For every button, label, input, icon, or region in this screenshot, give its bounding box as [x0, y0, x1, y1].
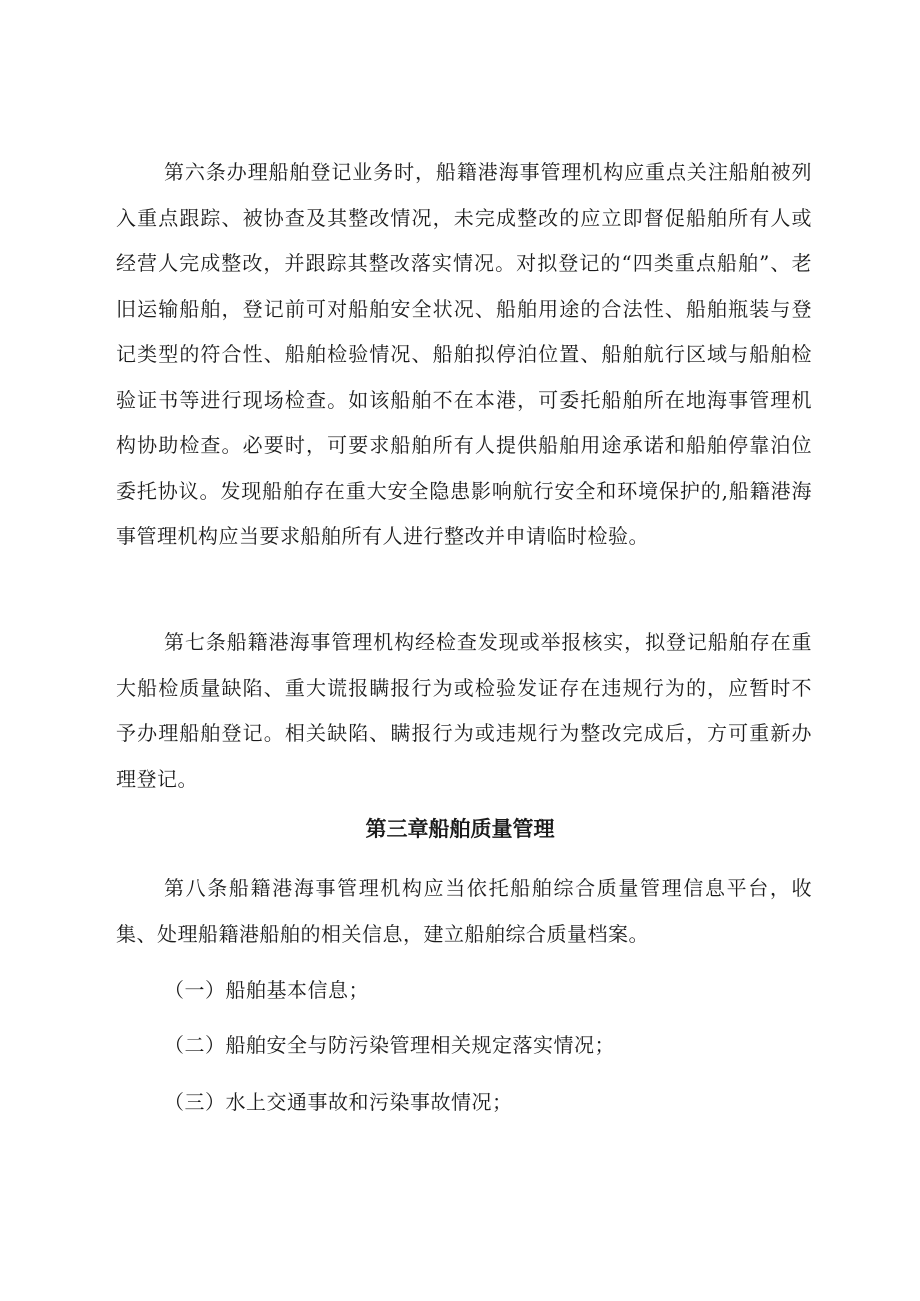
article-8-paragraph: 第八条船籍港海事管理机构应当依托船舶综合质量管理信息平台，收集、处理船籍港船舶的相关信息，建立船舶综合质量档案。 [116, 876, 812, 946]
article-7-paragraph: 第七条船籍港海事管理机构经检查发现或举报核实，拟登记船舶存在重大船检质量缺陷、重大谎报瞒报行为或检验发证存在违规行为的，应暂时不予办理船舶登记。相关缺陷、瞒报行为或违规行为整改完成后，方可重新办理登记。 [116, 630, 812, 791]
article-6-paragraph: 第六条办理船舶登记业务时，船籍港海事管理机构应重点关注船舶被列入重点跟踪、被协查及其整改情况，未完成整改的应立即督促船舶所有人或经营人完成整改，并跟踪其整改落实情况。对拟登记的“四类重点船舶”、老旧运输船舶，登记前可对船舶安全状况、船舶用途的合法性、船舶瓶装与登记类型的符合性、船舶检验情况、船舶拟停泊位置、船舶航行区域与船舶检验证书等进行现场检查。如该船舶不在本港，可委托船舶所在地海事管理机构协助检查。必要时，可要求船舶所有人提供船舶用途承诺和船舶停靠泊位委托协议。发现船舶存在重大安全隐患影响航行安全和环境保护的,船籍港海事管理机构应当要求船舶所有人进行整改并申请临时检验。 [116, 160, 812, 548]
list-item: （一）船舶基本信息； [164, 978, 369, 1002]
list-item: （三）水上交通事故和污染事故情况； [164, 1090, 513, 1114]
chapter-heading: 第三章船舶质量管理 [365, 817, 555, 841]
list-item: （二）船舶安全与防污染管理相关规定落实情况； [164, 1033, 615, 1057]
